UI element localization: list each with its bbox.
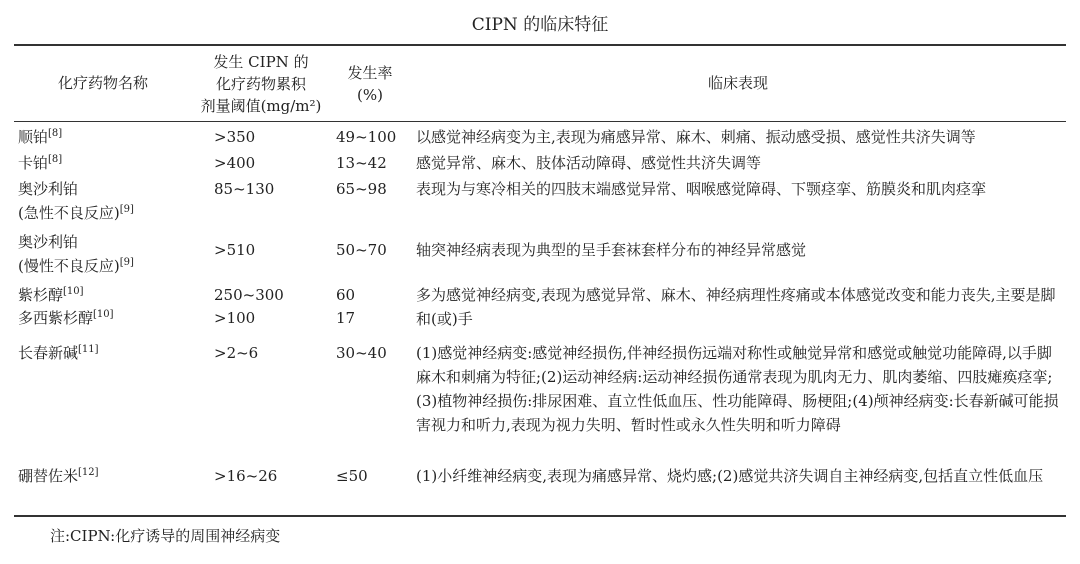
threshold-cell: >2~6: [214, 344, 259, 362]
table-title: CIPN 的临床特征: [471, 15, 609, 35]
header-threshold: [192, 51, 330, 117]
drug-name-cell: 长春新碱[11]: [18, 344, 99, 362]
drug-name-line1: 奥沙利铂: [18, 233, 79, 251]
threshold-cell: 250~300: [214, 286, 284, 304]
incidence-cell: 65~98: [336, 180, 387, 198]
header-threshold-line1: 发生 CIPN 的: [213, 53, 309, 71]
drug-name-cell: 紫杉醇[10]: [18, 286, 84, 304]
manifestation-cell: 感觉异常、麻木、肢体活动障碍、感觉性共济失调等: [416, 154, 762, 172]
header-incidence-line2: (%): [357, 86, 383, 104]
incidence-cell: 49~100: [336, 128, 397, 146]
header-threshold-line2: 化疗药物累积: [215, 75, 306, 93]
header-incidence: [330, 62, 410, 106]
incidence-cell: ≤50: [336, 467, 368, 485]
drug-name-cell: [18, 230, 193, 278]
drug-name-line2: (慢性不良反应)[9]: [18, 257, 134, 275]
header-incidence-line1: 发生率: [347, 64, 393, 82]
manifestation-cell: 表现为与寒冷相关的四肢末端感觉异常、咽喉感觉障碍、下颚痉挛、筋膜炎和肌肉痉挛: [416, 180, 987, 198]
drug-name-line1: 奥沙利铂: [18, 180, 79, 198]
manifestation-cell: (1)感觉神经病变:感觉神经损伤,伴神经损伤远端对称性或触觉异常和感觉或触觉功能障碍,以手脚麻木和刺痛为特征;(2)运动神经病:运动神经损伤通常表现为肌肉无力、肌肉萎缩、四肢瘫痪痉挛;(3)植物神经损伤:排尿困难、直立性低血压、性功能障碍、肠梗阻;(4)颅神经病变:长春新碱可能损害视力和听力,表现为视力失明、暂时性或永久性失明和听力障碍: [416, 344, 1059, 434]
drug-name-cell: 硼替佐米[12]: [18, 467, 99, 485]
threshold-cell: 85~130: [214, 180, 275, 198]
threshold-cell: >510: [214, 241, 256, 259]
drug-name-cell: 卡铂[8]: [18, 154, 63, 172]
threshold-cell: >400: [214, 154, 256, 172]
manifestation-cell: 多为感觉神经病变,表现为感觉异常、麻木、神经病理性疼痛或本体感觉改变和能力丧失,主要是脚和(或)手: [416, 286, 1056, 328]
incidence-cell: 50~70: [336, 241, 387, 259]
manifestation-cell: (1)小纤维神经病变,表现为痛感异常、烧灼感;(2)感觉共济失调自主神经病变,包括直立性低血压: [416, 467, 1044, 485]
drug-name-cell: [18, 177, 193, 225]
header-threshold-line3: 剂量阈值(mg/m²): [200, 97, 322, 115]
header-drug-name: 化疗药物名称: [57, 74, 148, 92]
drug-name-line2: (急性不良反应)[9]: [18, 204, 134, 222]
drug-name-cell: 多西紫杉醇[10]: [18, 309, 114, 327]
table-footnote: 注:CIPN:化疗诱导的周围神经病变: [50, 527, 281, 545]
table-bottom-rule: [14, 515, 1066, 517]
threshold-cell: >100: [214, 309, 256, 327]
drug-name-cell: 顺铂[8]: [18, 128, 63, 146]
incidence-cell: 17: [336, 309, 356, 327]
threshold-cell: >350: [214, 128, 256, 146]
incidence-cell: 13~42: [336, 154, 387, 172]
threshold-cell: >16~26: [214, 467, 278, 485]
header-rule: [14, 121, 1066, 122]
manifestation-cell: 以感觉神经病变为主,表现为痛感异常、麻木、刺痛、振动感受损、感觉性共济失调等: [416, 128, 976, 146]
incidence-cell: 30~40: [336, 344, 387, 362]
incidence-cell: 60: [336, 286, 356, 304]
header-manifestation: 临床表现: [707, 74, 768, 92]
manifestation-cell: 轴突神经病表现为典型的呈手套袜套样分布的神经异常感觉: [416, 241, 807, 259]
table-top-rule: [14, 44, 1066, 46]
